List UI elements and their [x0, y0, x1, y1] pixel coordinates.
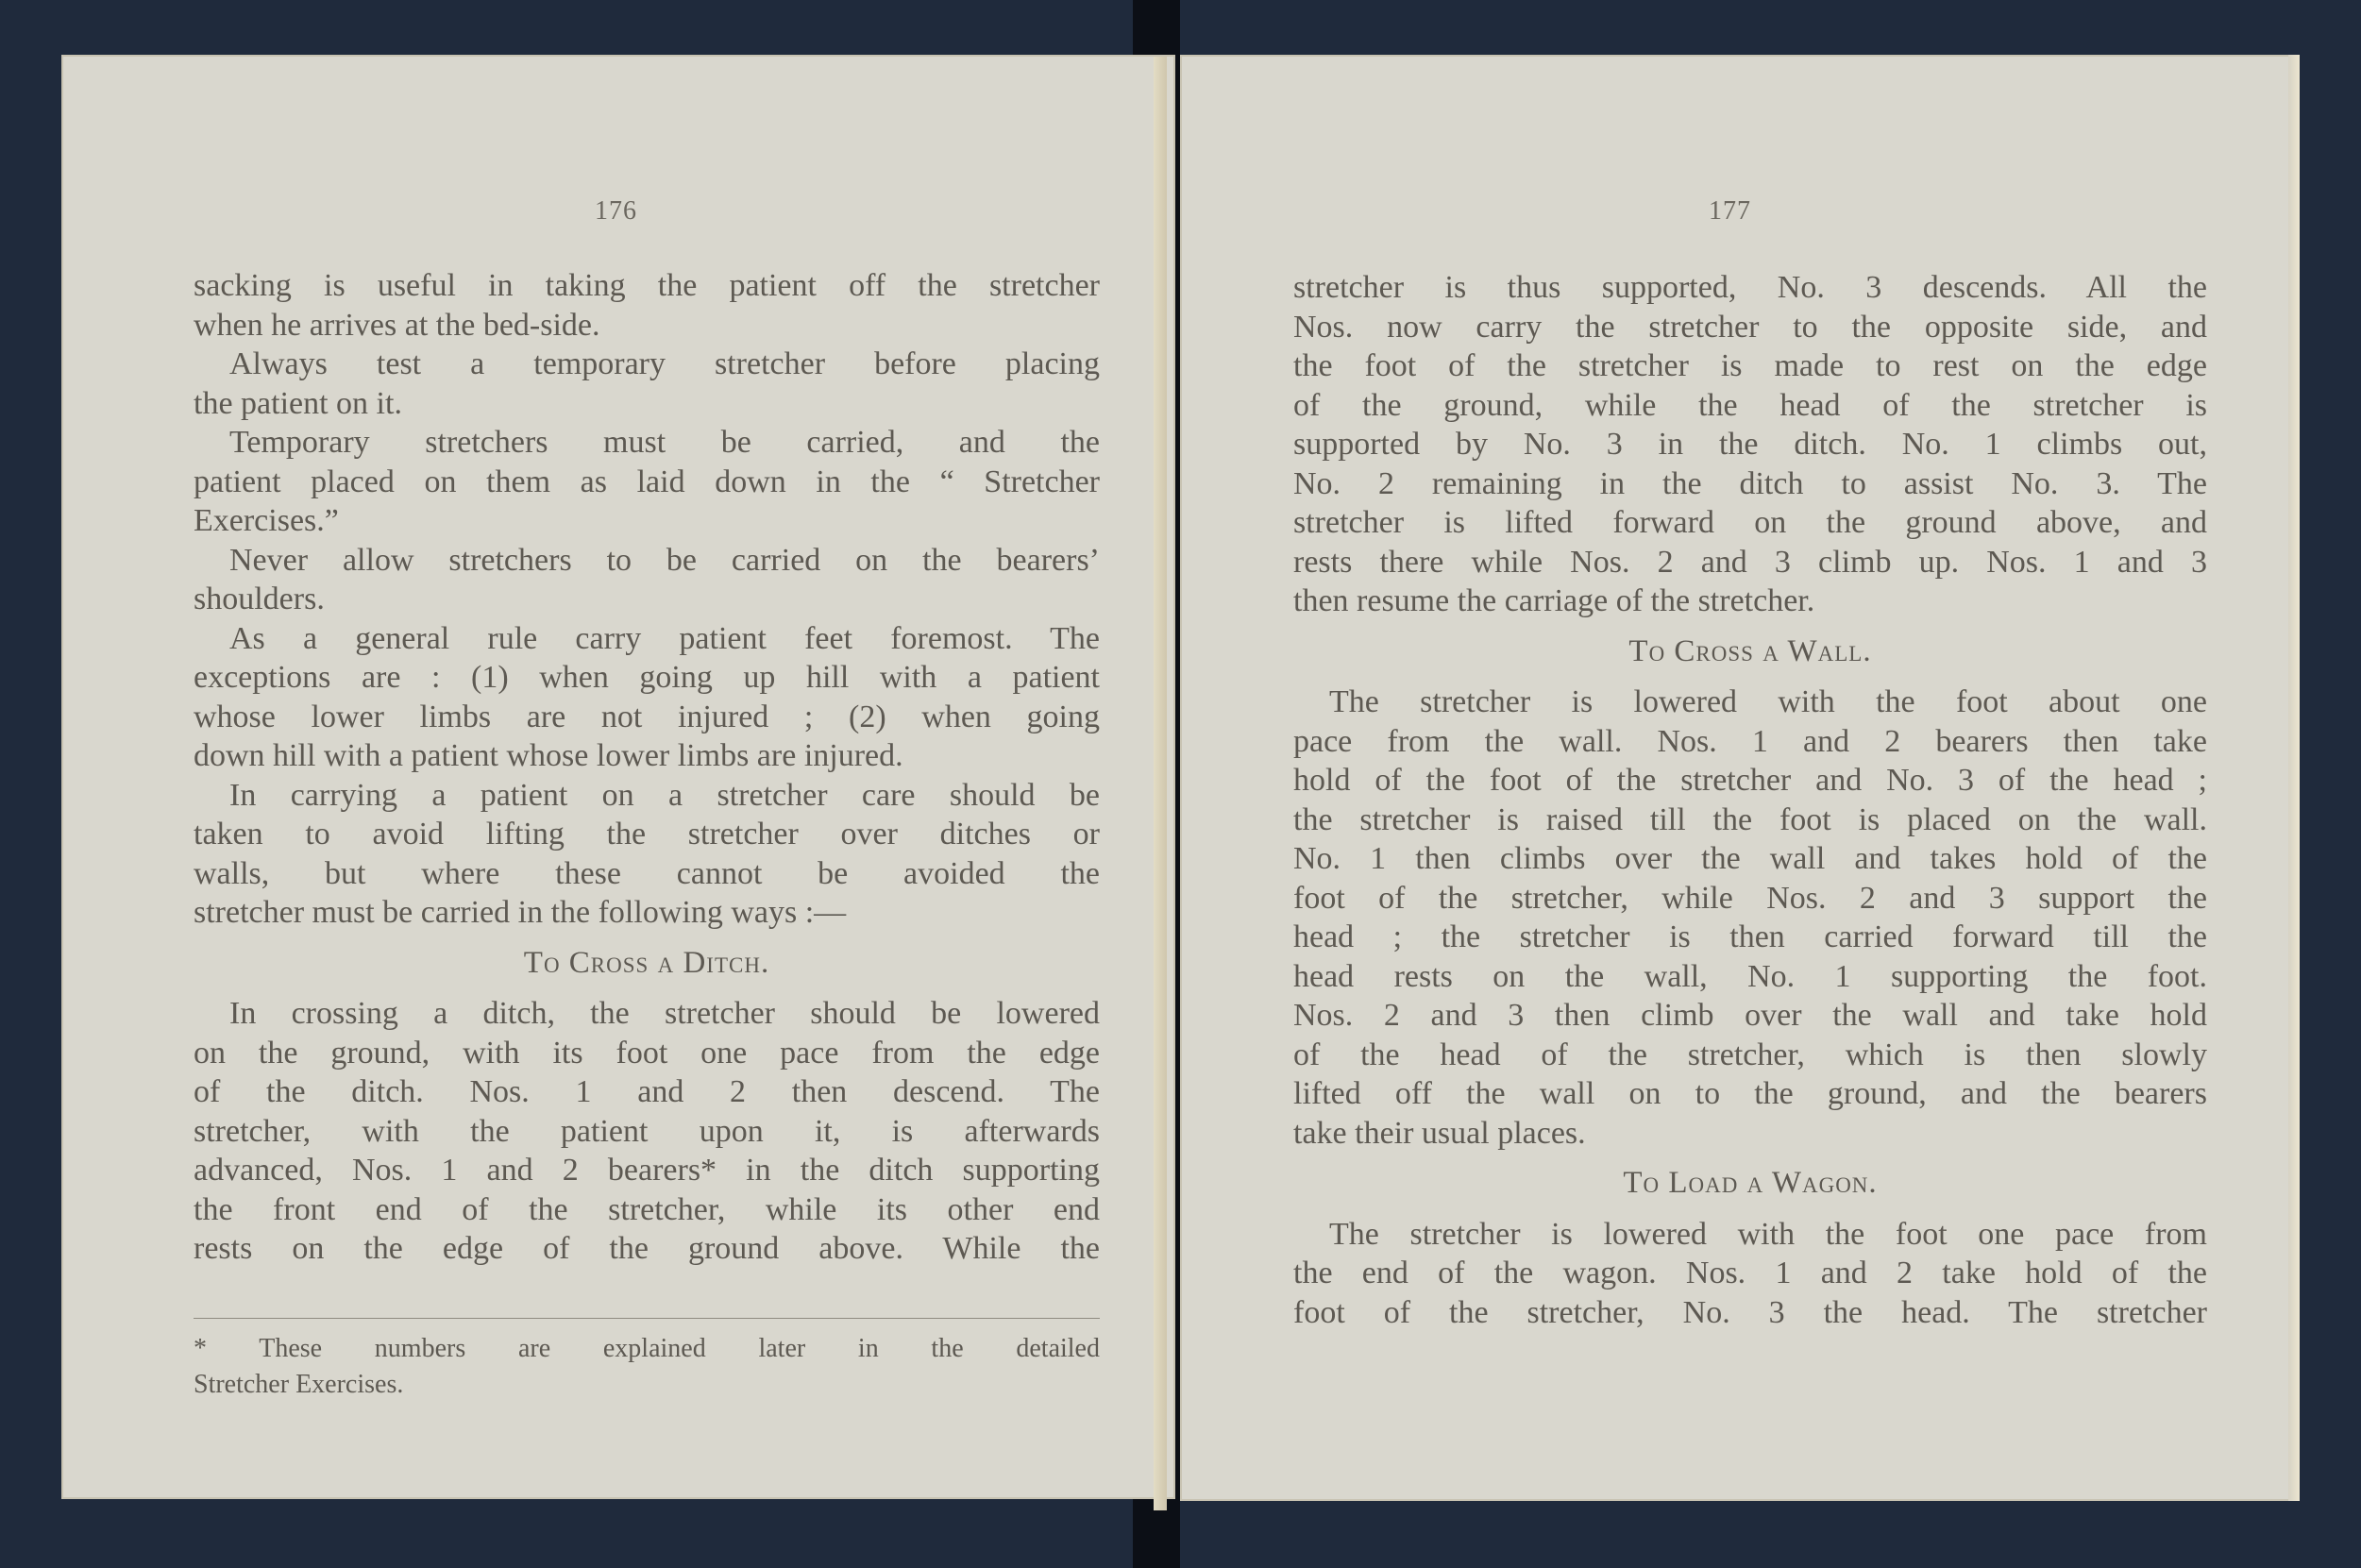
text-line: Nos. 2 and 3 then climb over the wall and take hold — [1293, 998, 2207, 1033]
text-line: patient placed on them as laid down in the “ Stretcher — [194, 464, 1100, 499]
text-line: head rests on the wall, No. 1 supporting the foot. — [1293, 958, 2207, 994]
text-line: advanced, Nos. 1 and 2 bearers* in the ditch supporting — [194, 1153, 1100, 1188]
spine-highlight — [1154, 57, 1167, 1510]
text-line: stretcher is thus supported, No. 3 descends. All the — [1293, 270, 2207, 305]
heading-cross-wall: To Cross a Wall. — [1628, 633, 1872, 668]
text-line: shoulders. — [194, 582, 325, 616]
left-page-number: 176 — [595, 196, 637, 226]
text-line: of the head of the stretcher, which is then slowly — [1293, 1037, 2207, 1072]
text-line: No. 2 remaining in the ditch to assist No. 3. The — [1293, 465, 2207, 501]
text-line: foot of the stretcher, No. 3 the head. The stretcher — [1293, 1294, 2207, 1330]
text-line: of the ditch. Nos. 1 and 2 then descend. The — [194, 1074, 1100, 1109]
text-line: rests there while Nos. 2 and 3 climb up. Nos. 1 and 3 — [1293, 544, 2207, 580]
right-body — [1293, 268, 2207, 1332]
text-line: Never allow stretchers to be carried on the bearers’ — [229, 542, 1100, 578]
page-edge — [2288, 55, 2300, 1501]
text-line: down hill with a patient whose lower limbs are injured. — [194, 738, 903, 773]
text-line: Temporary stretchers must be carried, and the — [229, 425, 1100, 460]
text-line: exceptions are : (1) when going up hill with a patient — [194, 660, 1100, 695]
footnote-rule — [194, 1318, 1100, 1319]
text-line: As a general rule carry patient feet foremost. The — [229, 620, 1100, 656]
text-line: Exercises.” — [194, 503, 339, 538]
text-line: the end of the wagon. Nos. 1 and 2 take hold of the — [1293, 1256, 2207, 1290]
text-line: foot of the stretcher, while Nos. 2 and 3 support the — [1293, 880, 2207, 916]
footnote — [194, 1331, 1100, 1403]
left-page — [61, 55, 1175, 1499]
heading-cross-ditch: To Cross a Ditch. — [523, 945, 770, 980]
left-ditch-paragraph — [194, 994, 1100, 1269]
text-line: on the ground, with its foot one pace from the edge — [194, 1035, 1100, 1071]
text-line: No. 1 then climbs over the wall and takes hold of the — [1293, 841, 2207, 876]
text-line: stretcher, with the patient upon it, is afterwards — [194, 1113, 1100, 1149]
text-line: supported by No. 3 in the ditch. No. 1 climbs out, — [1293, 427, 2207, 462]
text-line: the patient on it. — [194, 385, 402, 421]
heading-load-wagon: To Load a Wagon. — [1623, 1166, 1878, 1200]
text-line: whose lower limbs are not injured ; (2) when going — [194, 699, 1100, 734]
text-line: The stretcher is lowered with the foot one pace from — [1329, 1216, 2207, 1252]
text-line: pace from the wall. Nos. 1 and 2 bearers then take — [1293, 723, 2207, 759]
text-line: the front end of the stretcher, while its other end — [194, 1191, 1100, 1227]
right-ditch-continuation — [1293, 268, 2207, 621]
right-page-number: 177 — [1709, 196, 1751, 226]
text-line: hold of the foot of the stretcher and No. 3 of the head ; — [1293, 763, 2207, 798]
text-line: In carrying a patient on a stretcher care should be — [229, 777, 1100, 813]
text-line: Nos. now carry the stretcher to the opposite side, and — [1293, 309, 2207, 345]
text-line: when he arrives at the bed-side. — [194, 307, 600, 343]
right-page — [1180, 55, 2300, 1501]
text-line: walls, but where these cannot be avoided the — [194, 855, 1100, 891]
text-line: head ; the stretcher is then carried forward till the — [1293, 919, 2207, 954]
text-line: Always test a temporary stretcher before placing — [229, 346, 1100, 381]
text-line: In crossing a ditch, the stretcher should be lowered — [229, 996, 1100, 1031]
text-line: stretcher is lifted forward on the ground above, and — [1293, 505, 2207, 540]
text-line: stretcher must be carried in the following ways :— — [194, 895, 847, 930]
right-wall-paragraph — [1293, 683, 2207, 1153]
text-line: the foot of the stretcher is made to rest on the edge — [1293, 348, 2207, 383]
text-line: the stretcher is raised till the foot is placed on the wall. — [1293, 801, 2207, 837]
text-line: take their usual places. — [1293, 1115, 1586, 1151]
left-paragraphs — [194, 266, 1100, 933]
right-wagon-paragraph — [1293, 1215, 2207, 1333]
text-line: sacking is useful in taking the patient off the stretcher — [194, 268, 1100, 303]
text-line: rests on the edge of the ground above. While the — [194, 1231, 1100, 1266]
text-line: of the ground, while the head of the stretcher is — [1293, 387, 2207, 423]
text-line: then resume the carriage of the stretcher. — [1293, 583, 1815, 618]
text-line: lifted off the wall on to the ground, and the bearers — [1293, 1076, 2207, 1111]
text-line: taken to avoid lifting the stretcher over ditches or — [194, 817, 1100, 851]
left-body — [194, 266, 1100, 1269]
footnote-line: Stretcher Exercises. — [194, 1370, 404, 1399]
footnote-line: * These numbers are explained later in the detailed — [194, 1334, 1100, 1363]
text-line: The stretcher is lowered with the foot about one — [1329, 684, 2207, 719]
